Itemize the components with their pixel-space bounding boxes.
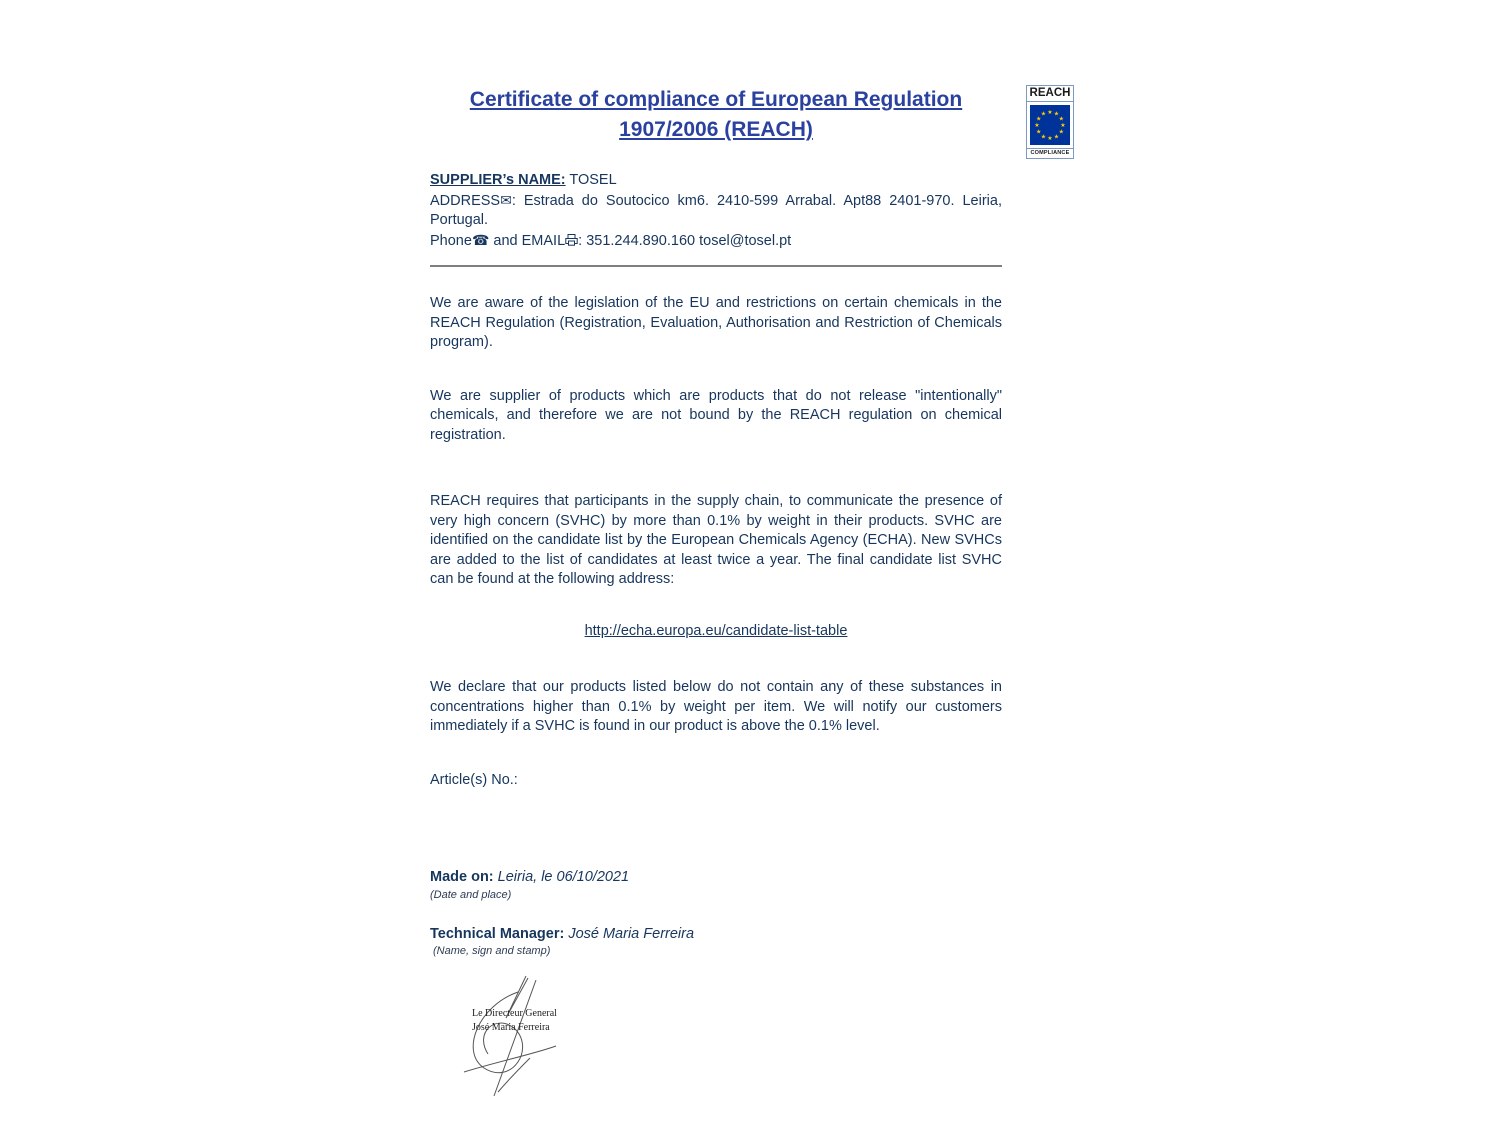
technical-manager-row: [430, 925, 1002, 945]
header-divider: [430, 265, 1002, 267]
eu-flag: [1030, 105, 1070, 145]
svg-text:★: ★: [1040, 111, 1047, 118]
svg-text:★: ★: [1036, 129, 1042, 136]
signature-title-text: Le Directeur General: [472, 1008, 557, 1019]
svg-text:★: ★: [1060, 123, 1066, 129]
articles-label: Article(s) No.:: [430, 771, 518, 788]
address-value: : Estrada do Soutocico km6. 2410-599 Arrabal. Apt88 2401-970. Leiria, Portugal.: [430, 192, 1002, 228]
made-on-value: Leiria, le 06/10/2021: [493, 869, 630, 885]
signature-scribble: [438, 974, 613, 1099]
certificate-body: [430, 85, 1002, 1106]
paragraph-declaration: We declare that our products listed below do not contain any of these substances in concentrations higher than 0.1% by weight per item. We will notify our customers immediately if a SVHC is found in our product is above the 0.1% level.: [430, 679, 1002, 734]
printer-icon: [565, 233, 578, 249]
signature-name-text: José Maria Ferreira: [472, 1022, 550, 1033]
made-on-note: (Date and place): [430, 888, 512, 901]
phone-label: Phone: [430, 232, 472, 249]
svg-text:★: ★: [1053, 134, 1060, 141]
email-label: and EMAIL: [489, 232, 566, 249]
candidate-list-link[interactable]: http://echa.europa.eu/candidate-list-table: [584, 622, 848, 639]
svg-text:★: ★: [1036, 116, 1042, 123]
technical-manager-note: (Name, sign and stamp): [433, 945, 551, 957]
made-on-row: [430, 868, 1002, 888]
envelope-icon: ✉: [500, 191, 512, 208]
technical-manager-label: Technical Manager:: [430, 925, 565, 942]
candidate-list-link-row: [430, 622, 1002, 642]
made-on-label: Made on:: [430, 869, 494, 885]
document-title: [430, 85, 1002, 145]
paragraph-awareness: We are aware of the legislation of the EU and restrictions on certain chemicals in the REACH Regulation (Registration, Evaluation, Authorisation and Restriction of Chemicals program).: [430, 295, 1002, 350]
eu-stars: [1030, 105, 1070, 145]
svg-text:★: ★: [1047, 136, 1053, 142]
phone-email-value: : 351.244.890.160 tosel@tosel.pt: [578, 232, 792, 249]
supplier-phone-row: [430, 231, 1002, 252]
svg-text:★: ★: [1058, 116, 1064, 123]
supplier-name-value: TOSEL: [565, 172, 617, 188]
signature-block: [438, 974, 1002, 1106]
paragraph-supplier-statement: We are supplier of products which are products that do not release "intentionally" chemicals, and therefore we are not bound by the REACH regulation on chemical registration.: [430, 387, 1002, 443]
supplier-name-row: [430, 171, 1002, 191]
svg-text:★: ★: [1040, 134, 1047, 141]
title-line-2: 1907/2006 (REACH): [619, 118, 813, 141]
phone-icon: ☎: [471, 231, 490, 248]
address-label: ADDRESS: [430, 192, 501, 209]
reach-compliance-logo: [1026, 85, 1074, 159]
technical-manager-value: José Maria Ferreira: [564, 925, 695, 942]
title-line-1: Certificate of compliance of European Regulation: [469, 88, 963, 111]
paragraph-reach-requirements: REACH requires that participants in the supply chain, to communicate the presence of very high concern (SVHC) by more than 0.1% by weight in their products. SVHC are identified on the candidate list by the European Chemicals Agency (ECHA). New SVHCs are added to the list of candidates at least twice a year. The final candidate list SVHC can be found at the following address:: [430, 493, 1002, 587]
svg-text:★: ★: [1034, 123, 1040, 129]
supplier-name-label: SUPPLIER’s NAME:: [430, 172, 566, 188]
svg-text:★: ★: [1053, 111, 1060, 118]
svg-text:★: ★: [1058, 129, 1064, 136]
supplier-block: [430, 171, 1002, 251]
reach-logo-title: REACH: [1027, 86, 1073, 102]
supplier-address-row: [430, 191, 1002, 231]
reach-logo-caption: COMPLIANCE: [1027, 148, 1073, 158]
svg-text:★: ★: [1047, 110, 1053, 116]
